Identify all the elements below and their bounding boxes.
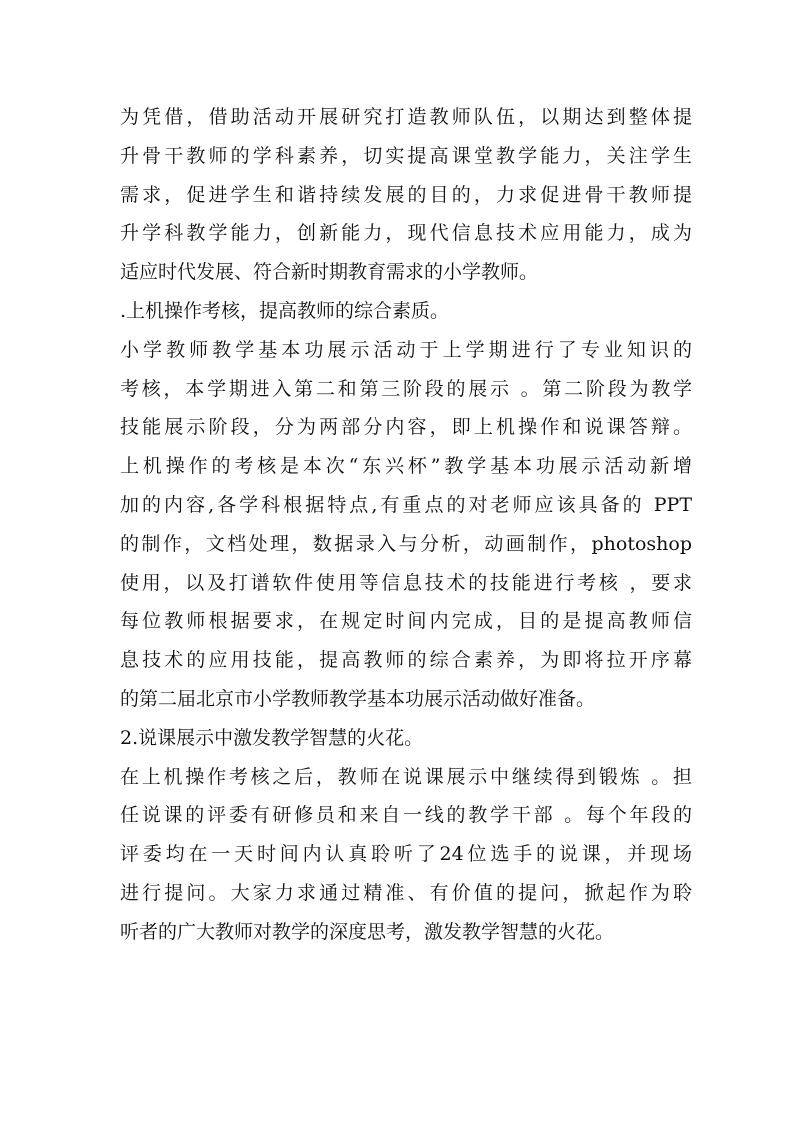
text-line-4: 升学科教学能力，创新能力，现代信息技术应用能力，成为	[120, 222, 692, 245]
section-heading-1: .上机操作考核，提高教师的综合素质。	[120, 299, 450, 322]
text-line-18: 在上机操作考核之后，教师在说课展示中继续得到锻炼 。担	[120, 765, 692, 788]
text-line-1: 为凭借，借助活动开展研究打造教师队伍，以期达到整体提	[120, 106, 692, 128]
text-line-21: 进行提问。大家力求通过精准、有价值的提问，掀起作为聆	[120, 881, 692, 904]
text-line-19: 任说课的评委有研修员和来自一线的教学干部 。每个年段的	[120, 804, 692, 827]
text-line-8: 考核，本学期进入第二和第三阶段的展示 。第二阶段为教学	[120, 377, 692, 400]
text-line-22: 听者的广大教师对教学的深度思考，激发教学智慧的火花。	[120, 920, 615, 943]
section-heading-2: 2.说课展示中激发教学智慧的火花。	[120, 726, 424, 749]
text-line-2: 升骨干教师的学科素养，切实提高课堂教学能力，关注学生	[120, 144, 692, 167]
text-line-3: 需求，促进学生和谐持续发展的目的，力求促进骨干教师提	[120, 183, 692, 206]
text-line-14: 每位教师根据要求，在规定时间内完成，目的是提高教师信	[120, 610, 692, 633]
text-line-16: 的第二届北京市小学教师教学基本功展示活动做好准备。	[120, 687, 596, 710]
document-page	[120, 98, 692, 952]
text-line-7: 小学教师教学基本功展示活动于上学期进行了专业知识的	[120, 338, 692, 361]
text-line-13: 使用，以及打谱软件使用等信息技术的技能进行考核 ，要求	[120, 571, 692, 594]
text-line-10: 上机操作的考核是本次“东兴杯”教学基本功展示活动新增	[120, 455, 692, 478]
text-line-15: 息技术的应用技能，提高教师的综合素养，为即将拉开序幕	[120, 649, 692, 672]
text-line-9: 技能展示阶段，分为两部分内容，即上机操作和说课答辩。	[120, 416, 692, 439]
text-line-5: 适应时代发展、符合新时期教育需求的小学教师。	[120, 261, 539, 284]
text-line-12: 的制作，文档处理，数据录入与分析，动画制作，photoshop	[120, 532, 692, 555]
text-line-11: 加的内容,各学科根据特点,有重点的对老师应该具备的 PPT	[120, 493, 692, 516]
text-line-20: 评委均在一天时间内认真聆听了24位选手的说课，并现场	[120, 843, 692, 866]
